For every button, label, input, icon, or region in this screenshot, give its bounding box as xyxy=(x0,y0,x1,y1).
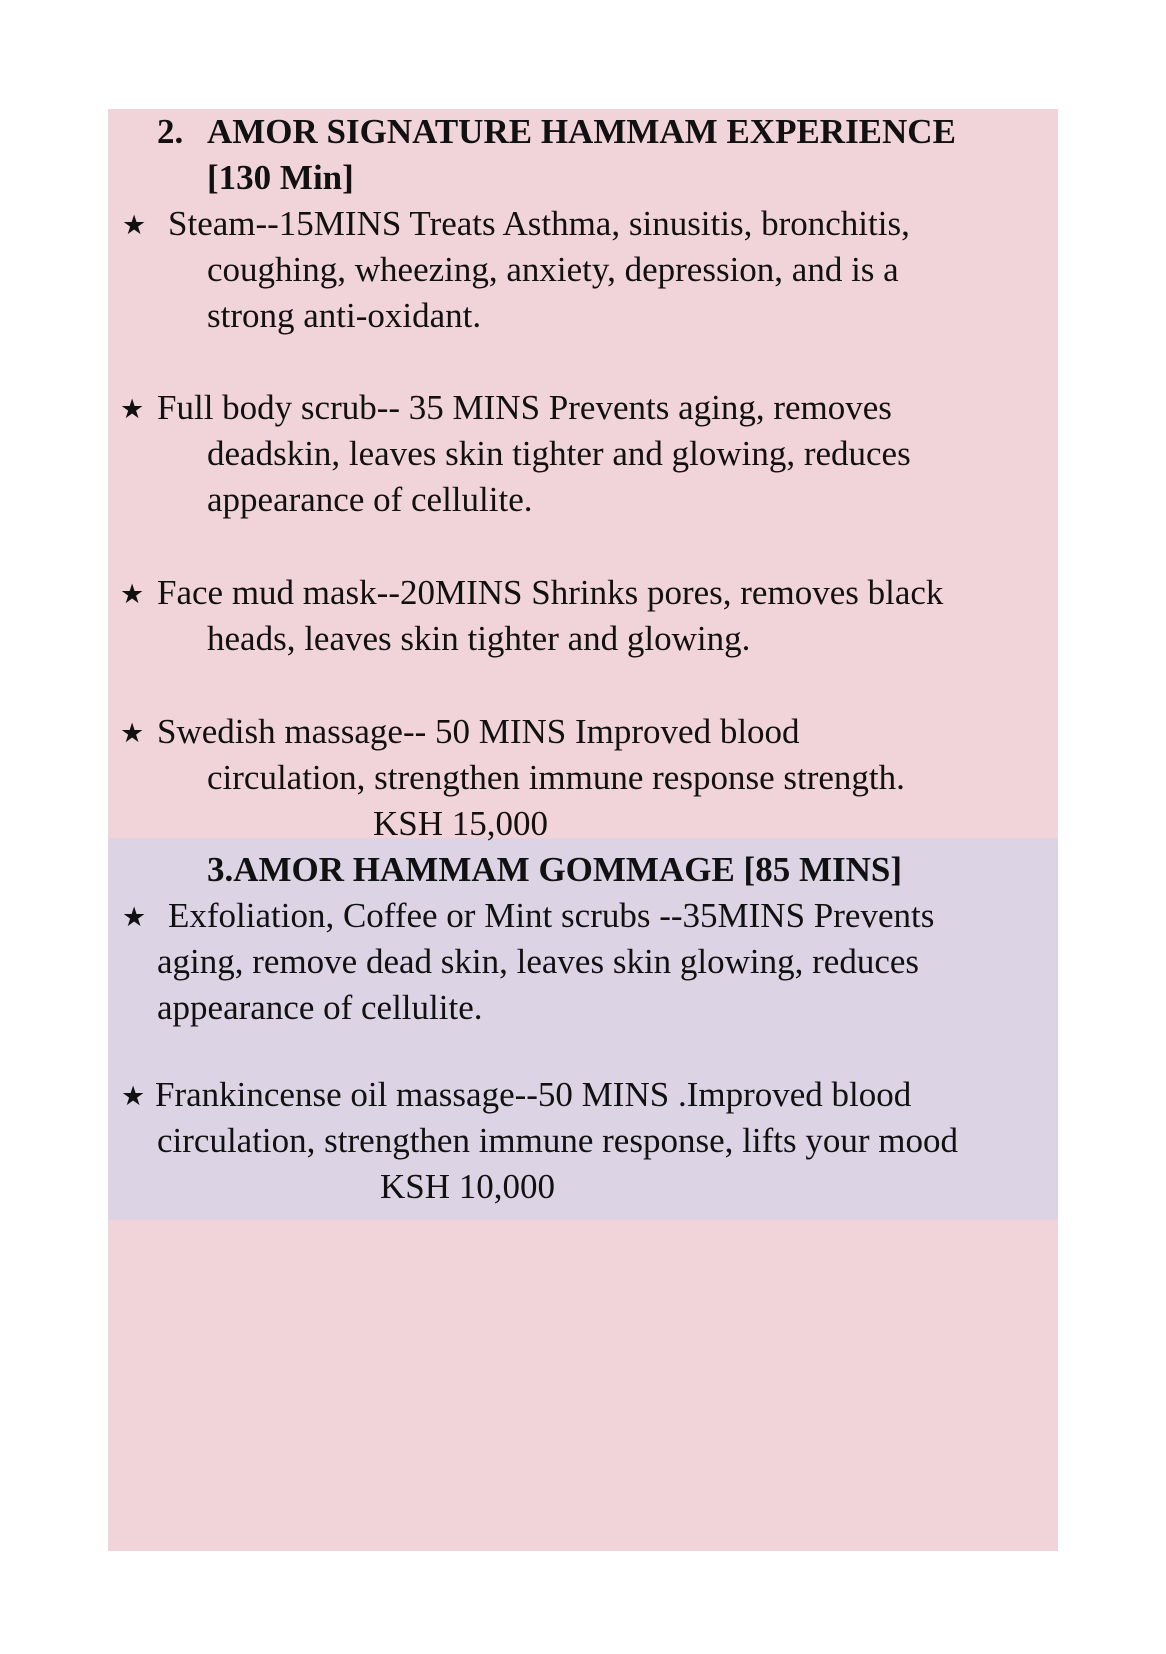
section2-duration: [130 Min] xyxy=(207,158,354,197)
star-icon: ★ xyxy=(122,902,147,933)
star-icon: ★ xyxy=(122,210,147,241)
exfoliation-line-3: appearance of cellulite. xyxy=(157,988,483,1027)
frankincense-line-1: Frankincense oil massage--50 MINS .Improved blood xyxy=(155,1075,912,1114)
frankincense-line-2: circulation, strengthen immune response, lifts your mood xyxy=(157,1121,958,1160)
exfoliation-line-1: Exfoliation, Coffee or Mint scrubs --35MINS Prevents xyxy=(168,896,935,935)
star-icon: ★ xyxy=(120,394,145,425)
star-icon: ★ xyxy=(120,579,145,610)
section2-title: AMOR SIGNATURE HAMMAM EXPERIENCE xyxy=(207,112,956,151)
mask-line-2: heads, leaves skin tighter and glowing. xyxy=(207,619,751,658)
star-icon: ★ xyxy=(120,718,145,749)
steam-line-1: Steam--15MINS Treats Asthma, sinusitis, bronchitis, xyxy=(168,204,910,243)
section3-title: 3.AMOR HAMMAM GOMMAGE [85 MINS] xyxy=(207,850,903,889)
section2-number: 2. xyxy=(157,112,184,151)
scrub-line-1: Full body scrub-- 35 MINS Prevents aging, removes xyxy=(157,388,892,427)
section3-price: KSH 10,000 xyxy=(380,1167,556,1206)
exfoliation-line-2: aging, remove dead skin, leaves skin glowing, reduces xyxy=(157,942,920,981)
mask-line-1: Face mud mask--20MINS Shrinks pores, removes black xyxy=(157,573,944,612)
steam-line-2: coughing, wheezing, anxiety, depression, and is a xyxy=(207,250,899,289)
steam-line-3: strong anti-oxidant. xyxy=(207,296,482,335)
scrub-line-2: deadskin, leaves skin tighter and glowing, reduces xyxy=(207,434,911,473)
section2-price: KSH 15,000 xyxy=(373,804,549,843)
scrub-line-3: appearance of cellulite. xyxy=(207,480,533,519)
star-icon: ★ xyxy=(121,1081,146,1112)
swedish-line-1: Swedish massage-- 50 MINS Improved blood xyxy=(157,712,800,751)
swedish-line-2: circulation, strengthen immune response strength. xyxy=(207,758,905,797)
